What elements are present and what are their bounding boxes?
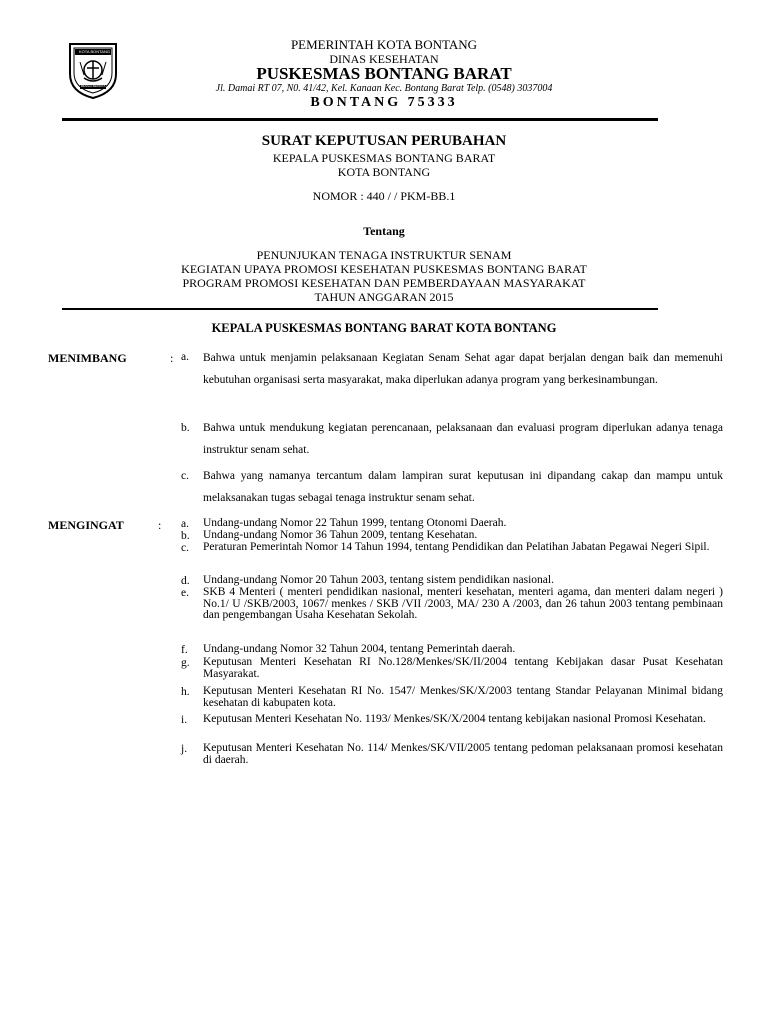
mengingat-item-text: Keputusan Menteri Kesehatan No. 114/ Menkes/SK/VII/2005 tentang pedoman pelaksanaan promosi kesehatan di daerah. [203,742,723,766]
mengingat-item-letter: h. [181,686,190,698]
letterhead-address: Jl. Damai RT 07, N0. 41/42, Kel. Kanaan Kec. Bontang Barat Telp. (0548) 3037004 [215,83,553,94]
decider-heading: KEPALA PUSKESMAS BONTANG BARAT KOTA BONTANG [211,321,557,335]
decree-number: NOMOR : 440 / / PKM-BB.1 [312,189,456,203]
decree-subtitle-2: KOTA BONTANG [337,165,431,179]
letterhead-institution: PUSKESMAS BONTANG BARAT [256,64,512,83]
about-line: PENUNJUKAN TENAGA INSTRUKTUR SENAM [256,248,512,262]
letterhead-divider [62,118,658,121]
letterhead-government: PEMERINTAH KOTA BONTANG [290,37,478,52]
about-line: PROGRAM PROMOSI KESEHATAN DAN PEMBERDAYAAN MASYARAKAT [182,276,586,290]
mengingat-item-text: Undang-undang Nomor 32 Tahun 2004, tentang Pemerintah daerah. [203,643,516,655]
mengingat-item-letter: e. [181,587,189,599]
decree-title: SURAT KEPUTUSAN PERUBAHAN [261,133,507,149]
menimbang-item-letter: b. [181,422,190,434]
mengingat-item-text: Undang-undang Nomor 22 Tahun 1999, tentang Otonomi Daerah. [203,517,507,529]
mengingat-item-text: Peraturan Pemerintah Nomor 14 Tahun 1994, tentang Pendidikan dan Pelatihan Jabatan Pegawai Negeri Sipil. [203,541,710,553]
about-line: TAHUN ANGGARAN 2015 [314,290,454,304]
mengingat-item-text: Keputusan Menteri Kesehatan RI No.128/Menkes/SK/II/2004 tentang Kebijakan dasar Pusat Kesehatan Masyarakat. [203,656,723,680]
menimbang-item-text: Bahwa untuk mendukung kegiatan perencanaan, pelaksanaan dan evaluasi program diperlukan adanya tenaga instruktur senam sehat. [203,422,723,456]
menimbang-item-text: Bahwa untuk menjamin pelaksanaan Kegiatan Senam Sehat agar dapat berjalan dengan baik dan memenuhi kebutuhan organisasi serta masyarakat, maka diperlukan adanya program yang berkesinambungan. [203,352,723,386]
about-label: Tentang [363,224,405,238]
mengingat-item-letter: g. [181,657,190,669]
mengingat-label: MENGINGAT [48,518,124,532]
menimbang-item-letter: a. [181,351,189,363]
logo-text-bottom: BESSAI BERINTA [81,84,106,88]
menimbang-item-letter: c. [181,470,189,482]
mengingat-item-letter: a. [181,518,189,530]
mengingat-item-letter: i. [181,714,188,726]
mengingat-item-text: Keputusan Menteri Kesehatan No. 1193/ Menkes/SK/X/2004 tentang kebijakan nasional Promosi Kesehatan. [203,713,706,725]
mengingat-item-letter: f. [181,644,188,656]
logo-text-top: KOTA BONTANG [79,49,110,54]
section-divider [62,308,658,310]
mengingat-item-text: Undang-undang Nomor 36 Tahun 2009, tentang Kesehatan. [203,529,478,541]
decree-subtitle-1: KEPALA PUSKESMAS BONTANG BARAT [272,151,496,165]
mengingat-item-text: Keputusan Menteri Kesehatan RI No. 1547/ Menkes/SK/X/2003 tentang Standar Pelayanan Minimal bidang kesehatan di kabupaten kota. [203,685,723,709]
letterhead-city: BONTANG 75333 [310,95,458,110]
mengingat-item-letter: d. [181,575,190,587]
mengingat-item-letter: b. [181,530,190,542]
mengingat-item-letter: c. [181,542,189,554]
mengingat-item-text: SKB 4 Menteri ( menteri pendidikan nasional, menteri kesehatan, menteri agama, dan menteri dalam negeri ) No.1/ U /SKB/2003, 1067/ menkes / SKB /VII /2003, MA/ 230 A /2003, dan 26 tahun 2003 tentang pembinaan dan pengembangan Usaha Kesehatan Sekolah. [203,586,723,621]
mengingat-item-text: Undang-undang Nomor 20 Tahun 2003, tentang sistem pendidikan nasional. [203,574,554,586]
about-line: KEGIATAN UPAYA PROMOSI KESEHATAN PUSKESMAS BONTANG BARAT [181,262,587,276]
menimbang-item-text: Bahwa yang namanya tercantum dalam lampiran surat keputusan ini dipandang cakap dan mampu untuk melaksanakan tugas sebagai tenaga instruktur senam sehat. [203,470,723,504]
menimbang-colon: : [170,351,174,365]
menimbang-label: MENIMBANG [48,351,127,365]
mengingat-item-letter: j. [181,743,188,755]
letterhead-agency: DINAS KESEHATAN [329,52,439,66]
mengingat-colon: : [158,518,162,532]
